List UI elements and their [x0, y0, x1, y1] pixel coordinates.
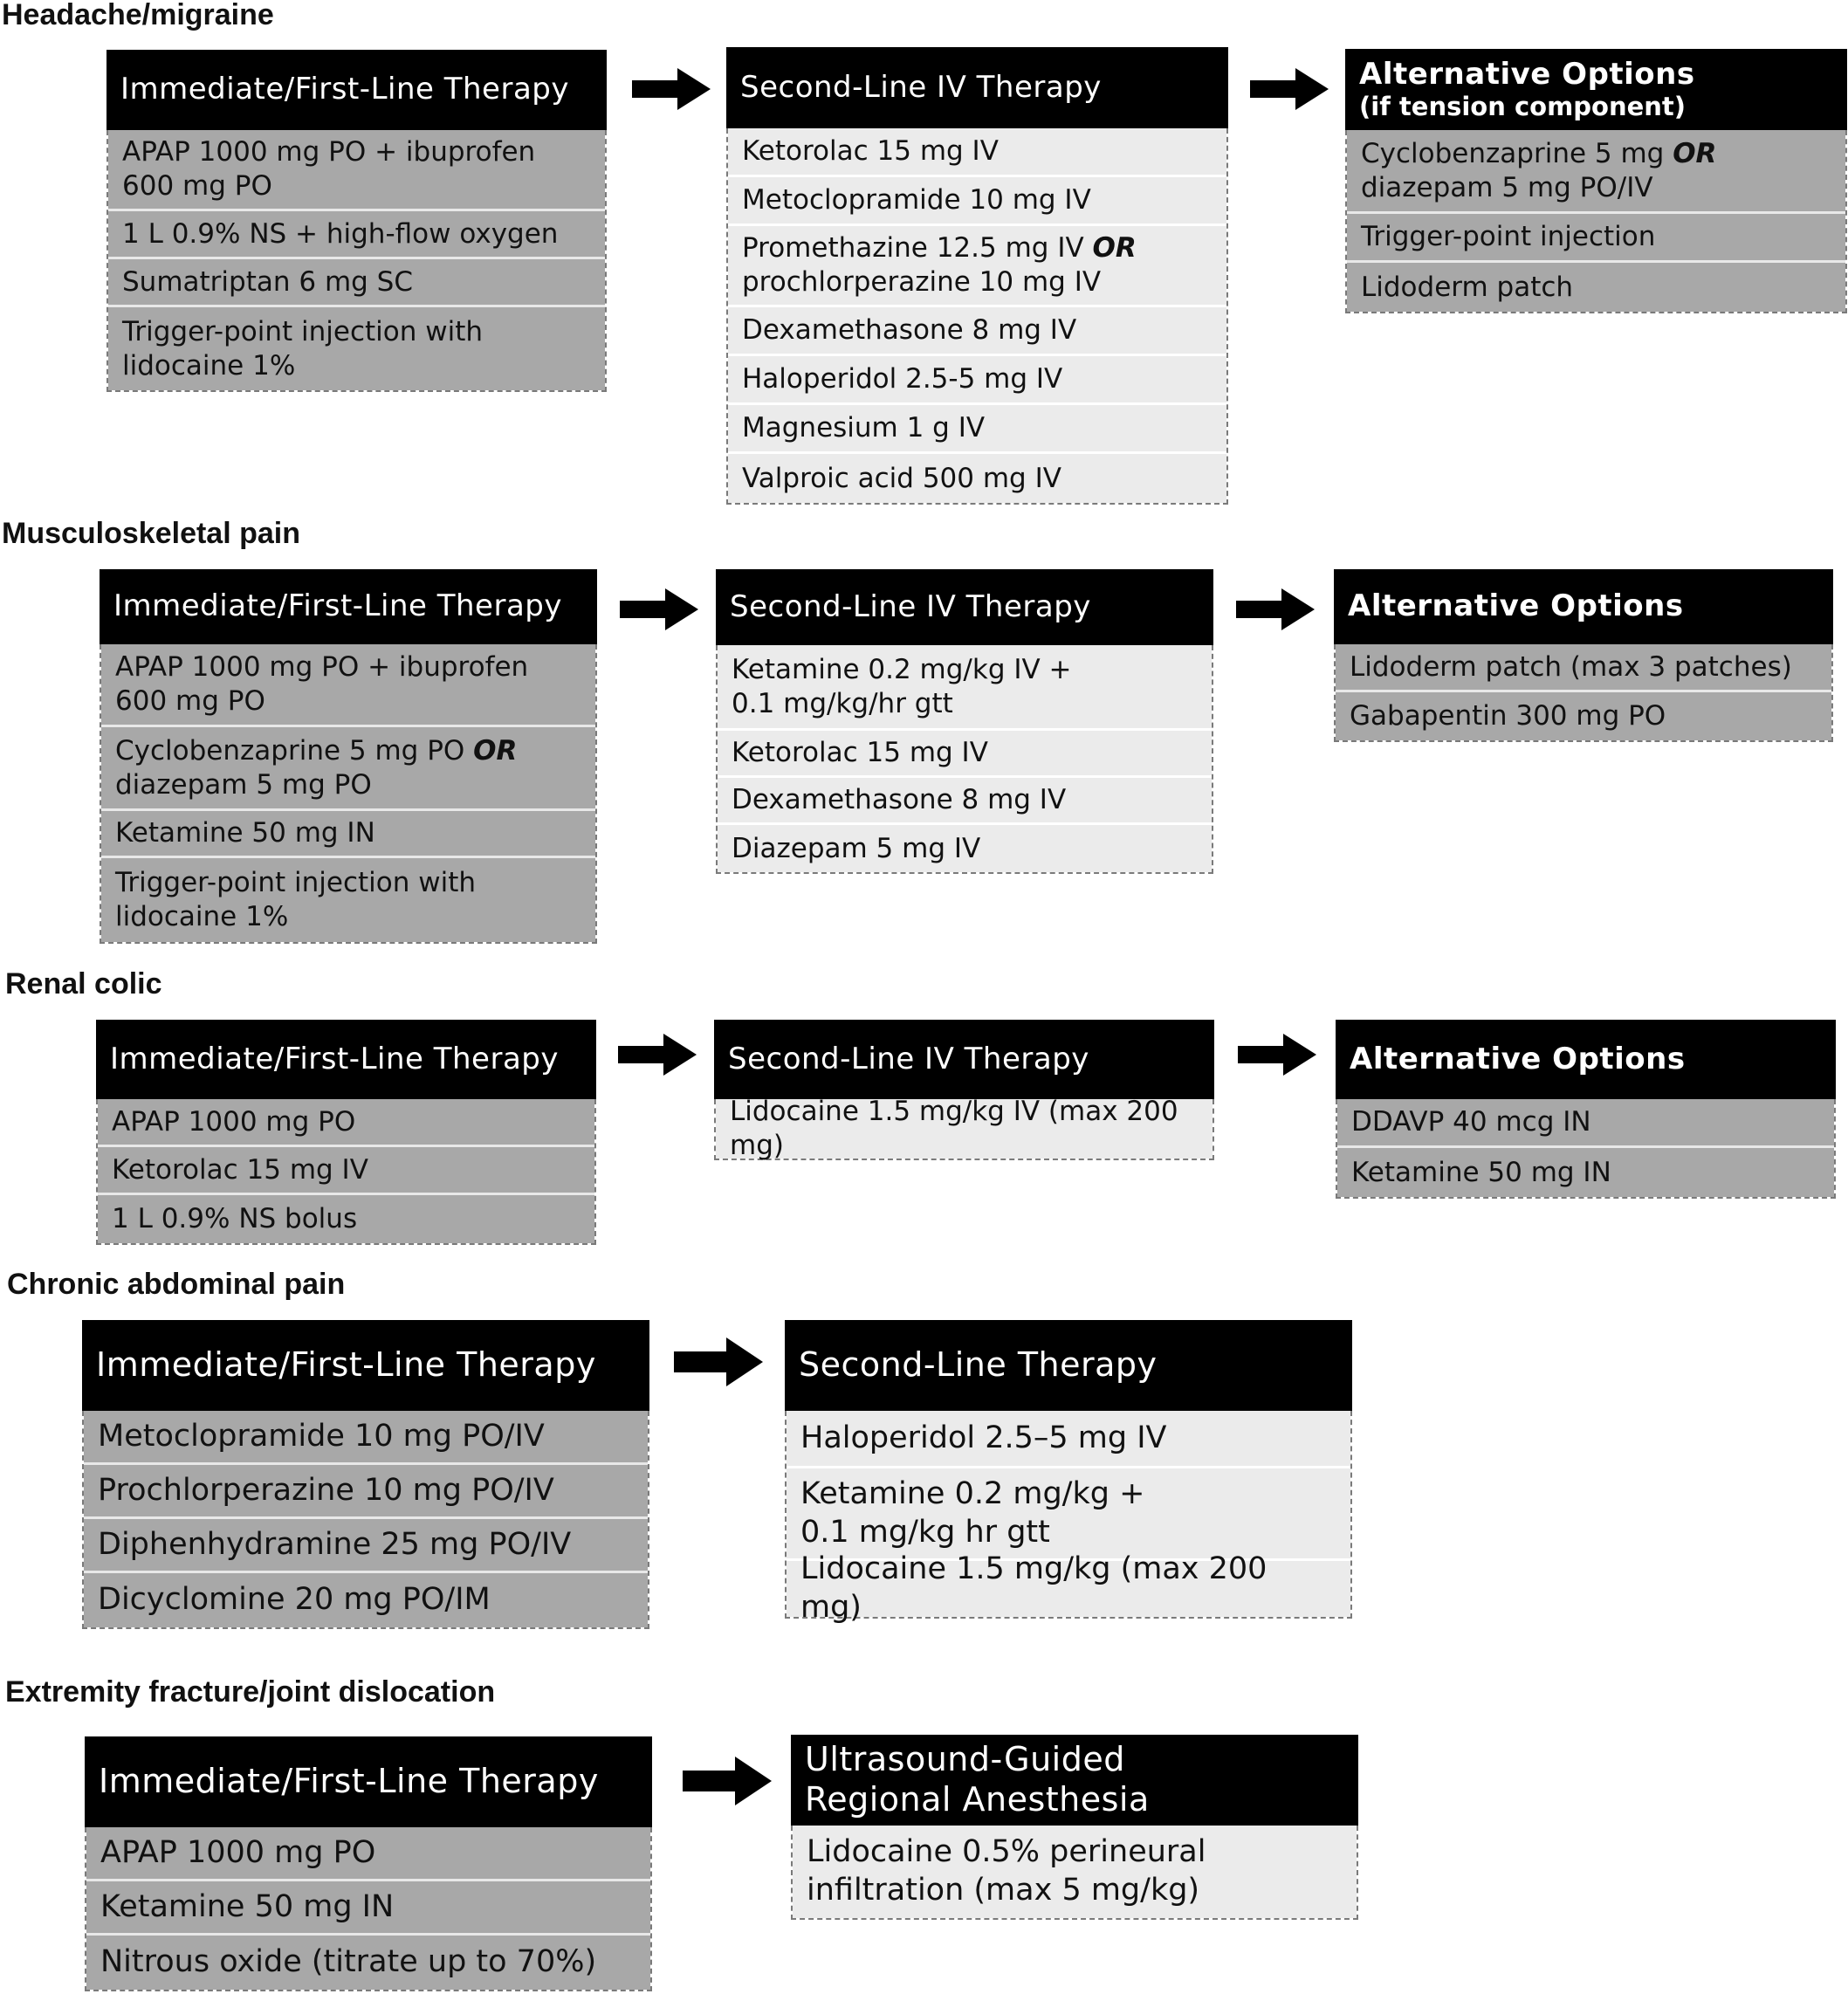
- box-title: Immediate/First-Line Therapy: [99, 1762, 599, 1801]
- box-body: [1334, 644, 1833, 742]
- arrow-right-icon: [1250, 68, 1329, 110]
- box-title: Immediate/First-Line Therapy: [120, 72, 569, 107]
- musculoskeletal-alternative-box: [1334, 569, 1833, 742]
- list-item: Dexamethasone 8 mg IV: [718, 778, 1212, 825]
- box-title: Immediate/First-Line Therapy: [96, 1345, 596, 1385]
- box-header: [1336, 1020, 1836, 1099]
- box-body: [791, 1826, 1358, 1920]
- musculoskeletal-second-line-box: [716, 569, 1213, 874]
- list-item: DDAVP 40 mcg IN: [1337, 1099, 1834, 1148]
- list-item: Ketamine 50 mg IN: [1337, 1148, 1834, 1197]
- arrow-right-icon: [1238, 1034, 1316, 1076]
- list-item: Sumatriptan 6 mg SC: [108, 259, 605, 307]
- list-item: Ketorolac 15 mg IV: [728, 128, 1226, 177]
- box-title: Alternative Options: [1348, 588, 1684, 624]
- musculoskeletal-first-line-box: [100, 569, 597, 944]
- box-header: [82, 1320, 649, 1411]
- box-title: Second-Line IV Therapy: [740, 69, 1102, 105]
- box-title: Second-Line IV Therapy: [728, 1041, 1089, 1076]
- box-header: [1345, 49, 1847, 130]
- headache-alternative-box: [1345, 49, 1847, 313]
- headache-first-line-box: [106, 50, 607, 392]
- box-title: Immediate/First-Line Therapy: [110, 1041, 559, 1076]
- list-item: Nitrous oxide (titrate up to 70%): [86, 1936, 650, 1990]
- box-body: [106, 130, 607, 392]
- box-body: [1345, 130, 1847, 313]
- box-header: [714, 1020, 1214, 1099]
- section-title-headache: Headache/migraine: [2, 0, 274, 31]
- box-body: [100, 644, 597, 944]
- list-item: 1 L 0.9% NS bolus: [98, 1195, 594, 1243]
- fracture-regional-anesthesia-box: [791, 1735, 1358, 1920]
- renal-alternative-box: [1336, 1020, 1836, 1199]
- list-item: Trigger-point injection with lidocaine 1%: [108, 307, 605, 390]
- arrow-right-icon: [1236, 588, 1315, 630]
- box-subtitle: (if tension component): [1359, 91, 1687, 121]
- box-title: Ultrasound-Guided Regional Anesthesia: [805, 1740, 1150, 1819]
- box-title: Immediate/First-Line Therapy: [113, 588, 562, 624]
- list-item: APAP 1000 mg PO: [86, 1827, 650, 1881]
- list-item: Ketamine 50 mg IN: [86, 1881, 650, 1936]
- list-item: Ketamine 0.2 mg/kg IV + 0.1 mg/kg/hr gtt: [718, 645, 1212, 731]
- box-title: Second-Line IV Therapy: [730, 588, 1091, 624]
- list-item: 1 L 0.9% NS + high-flow oxygen: [108, 211, 605, 259]
- list-item: Ketorolac 15 mg IV: [98, 1147, 594, 1195]
- list-item: Diphenhydramine 25 mg PO/IV: [84, 1519, 648, 1573]
- box-body: [716, 645, 1213, 874]
- arrow-right-icon: [632, 68, 711, 110]
- headache-second-line-box: [726, 47, 1228, 505]
- list-item: Metoclopramide 10 mg PO/IV: [84, 1411, 648, 1465]
- renal-second-line-box: [714, 1020, 1214, 1160]
- list-item: Cyclobenzaprine 5 mg OR diazepam 5 mg PO/IV: [1347, 130, 1845, 214]
- list-item: Trigger-point injection: [1347, 214, 1845, 263]
- list-item: Valproic acid 500 mg IV: [728, 454, 1226, 503]
- box-header: [85, 1736, 652, 1827]
- box-body: [82, 1411, 649, 1629]
- box-body: [85, 1827, 652, 1991]
- box-header: [791, 1735, 1358, 1826]
- list-item: Diazepam 5 mg IV: [718, 825, 1212, 872]
- section-title-musculoskeletal: Musculoskeletal pain: [2, 517, 300, 550]
- list-item: Lidoderm patch (max 3 patches): [1336, 644, 1831, 692]
- list-item: Magnesium 1 g IV: [728, 405, 1226, 454]
- list-item: Prochlorperazine 10 mg PO/IV: [84, 1465, 648, 1519]
- arrow-right-icon: [674, 1337, 763, 1386]
- box-header: [785, 1320, 1352, 1411]
- abdominal-second-line-box: [785, 1320, 1352, 1625]
- list-item: Ketorolac 15 mg IV: [718, 731, 1212, 778]
- list-item: Cyclobenzaprine 5 mg PO OR diazepam 5 mg PO: [101, 727, 595, 811]
- box-body: [1336, 1099, 1836, 1199]
- list-item: APAP 1000 mg PO + ibuprofen 600 mg PO: [101, 644, 595, 727]
- box-body: [96, 1099, 596, 1245]
- fracture-first-line-box: [85, 1736, 652, 1991]
- list-item: Dexamethasone 8 mg IV: [728, 307, 1226, 356]
- box-title: Alternative Options: [1350, 1041, 1686, 1076]
- list-item: Lidoderm patch: [1347, 263, 1845, 312]
- box-header: [716, 569, 1213, 645]
- list-item: Ketamine 0.2 mg/kg + 0.1 mg/kg hr gtt: [787, 1468, 1350, 1561]
- list-item: Promethazine 12.5 mg IV OR prochlorperazine 10 mg IV: [728, 226, 1226, 307]
- list-item: Metoclopramide 10 mg IV: [728, 177, 1226, 226]
- section-title-chronic-abdominal: Chronic abdominal pain: [7, 1268, 346, 1301]
- renal-first-line-box: [96, 1020, 596, 1245]
- section-title-renal-colic: Renal colic: [5, 967, 162, 1000]
- box-body: [714, 1096, 1214, 1161]
- list-item: Haloperidol 2.5–5 mg IV: [787, 1411, 1350, 1468]
- box-header: [96, 1020, 596, 1099]
- arrow-right-icon: [683, 1757, 772, 1805]
- list-item: Lidocaine 1.5 mg/kg (max 200 mg): [787, 1561, 1350, 1617]
- box-header: [1334, 569, 1833, 644]
- box-title: Second-Line Therapy: [799, 1345, 1158, 1385]
- list-item: APAP 1000 mg PO: [98, 1099, 594, 1147]
- list-item: Trigger-point injection with lidocaine 1%: [101, 858, 595, 942]
- box-header: [726, 47, 1228, 128]
- arrow-right-icon: [620, 588, 698, 630]
- box-header: [100, 569, 597, 644]
- box-title: Alternative Options: [1359, 56, 1695, 92]
- box-header: [106, 50, 607, 130]
- section-title-extremity-fracture: Extremity fracture/joint dislocation: [5, 1675, 496, 1709]
- list-item: Lidocaine 1.5 mg/kg IV (max 200 mg): [716, 1099, 1213, 1159]
- box-body: [726, 128, 1228, 505]
- arrow-right-icon: [618, 1034, 697, 1076]
- list-item: Dicyclomine 20 mg PO/IM: [84, 1573, 648, 1627]
- abdominal-first-line-box: [82, 1320, 649, 1629]
- box-body: [785, 1411, 1352, 1625]
- list-item: APAP 1000 mg PO + ibuprofen 600 mg PO: [108, 130, 605, 211]
- list-item: Haloperidol 2.5-5 mg IV: [728, 356, 1226, 405]
- list-item: Lidocaine 0.5% perineural infiltration (max 5 mg/kg): [793, 1826, 1357, 1918]
- list-item: Ketamine 50 mg IN: [101, 811, 595, 858]
- list-item: Gabapentin 300 mg PO: [1336, 692, 1831, 740]
